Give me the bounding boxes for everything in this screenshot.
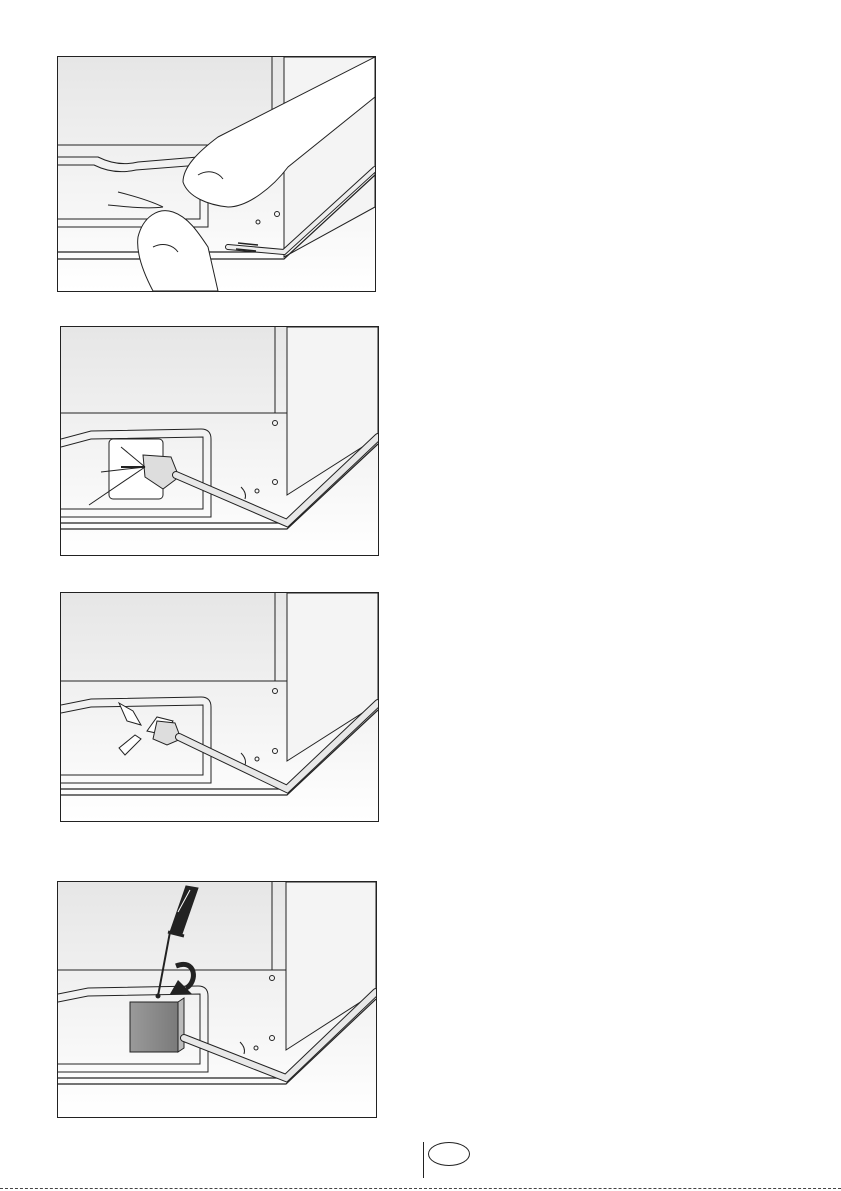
figure-step-1 bbox=[57, 56, 376, 292]
illustration-hands-connecting-wires bbox=[58, 57, 375, 291]
figure-step-2 bbox=[60, 326, 379, 556]
page-cut-line bbox=[0, 1188, 841, 1189]
illustration-wire-nuts-fitted bbox=[61, 593, 378, 821]
illustration-screwdriver-closing-box bbox=[58, 882, 376, 1117]
illustration-stripped-wires-at-junction bbox=[61, 327, 378, 555]
figure-step-4 bbox=[57, 881, 377, 1118]
language-badge bbox=[428, 1142, 470, 1166]
page-number-rule bbox=[423, 1142, 424, 1178]
figure-step-3 bbox=[60, 592, 379, 822]
